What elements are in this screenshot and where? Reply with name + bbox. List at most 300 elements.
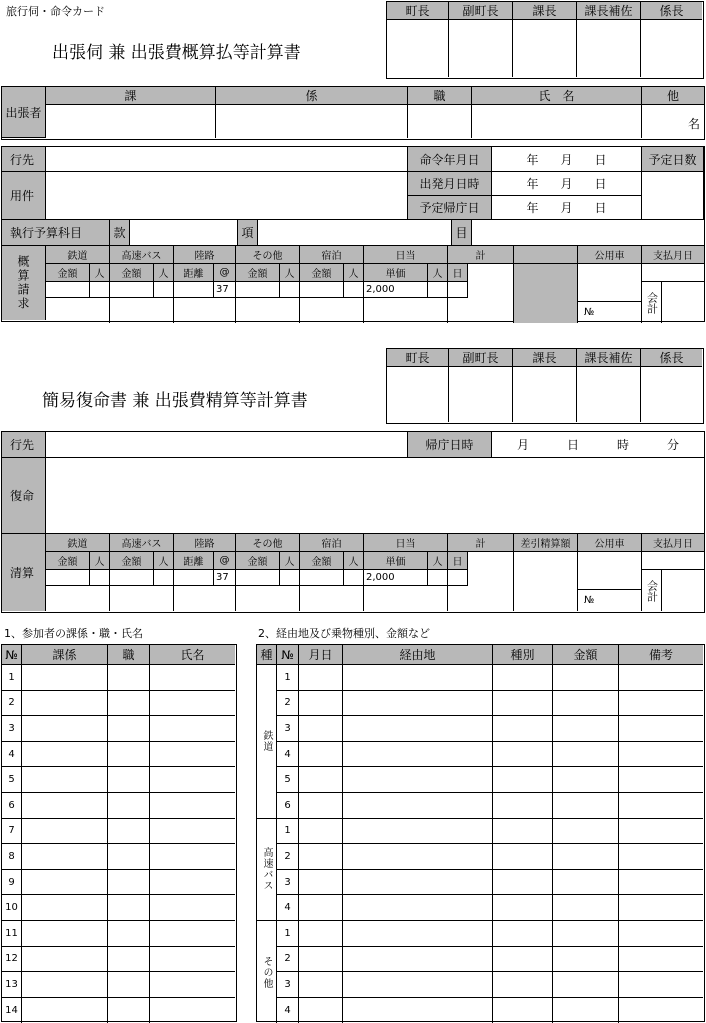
participant-cell[interactable] bbox=[22, 742, 108, 768]
grid-sub-9: 人 bbox=[344, 264, 364, 282]
participant-col-3: 氏名 bbox=[150, 645, 235, 665]
depart-label: 出発月日時 bbox=[408, 172, 492, 196]
route-cell[interactable] bbox=[343, 665, 493, 691]
participant-cell: 6 bbox=[2, 793, 22, 819]
participant-cell: 2 bbox=[2, 691, 22, 717]
approval-stamp-4[interactable] bbox=[641, 20, 702, 77]
route-cell[interactable] bbox=[343, 844, 493, 870]
moku-field[interactable] bbox=[472, 220, 704, 246]
route-cell[interactable] bbox=[343, 998, 493, 1023]
route-cell[interactable] bbox=[343, 767, 493, 793]
grid-total-1[interactable] bbox=[110, 298, 174, 323]
grid-sub-1: 人 bbox=[90, 552, 110, 570]
route-cell[interactable] bbox=[299, 742, 343, 768]
grid-cell-10[interactable]: 2,000 bbox=[364, 282, 428, 298]
participant-cell[interactable] bbox=[108, 793, 150, 819]
participant-cell[interactable] bbox=[108, 716, 150, 742]
return-time-label: 帰庁日時 bbox=[408, 432, 492, 458]
traveler-table bbox=[1, 86, 705, 140]
grid-total-5[interactable] bbox=[364, 586, 448, 611]
participant-cell[interactable] bbox=[22, 844, 108, 870]
grid-head-2: 陸路 bbox=[174, 534, 236, 552]
traveler-col-1: 係 bbox=[216, 87, 408, 105]
estimate-label: 概算請求 bbox=[2, 246, 46, 320]
days-field[interactable] bbox=[642, 172, 704, 220]
grid-total-0[interactable] bbox=[46, 586, 110, 611]
participant-cell: 5 bbox=[2, 767, 22, 793]
route-cell: 4 bbox=[277, 742, 299, 768]
route-cell[interactable] bbox=[299, 819, 343, 845]
participant-cell: 12 bbox=[2, 947, 22, 973]
grid-head-4: 宿泊 bbox=[300, 246, 364, 264]
participant-col-2: 職 bbox=[108, 645, 150, 665]
traveler-field-3[interactable] bbox=[472, 105, 642, 138]
approval-stamp-1[interactable] bbox=[449, 367, 513, 422]
route-cell[interactable] bbox=[493, 895, 553, 921]
route-cell[interactable] bbox=[493, 921, 553, 947]
grid-head-9: 支払月日 bbox=[642, 246, 704, 264]
approval-head-2: 課長 bbox=[513, 349, 577, 367]
route-cell[interactable] bbox=[299, 870, 343, 896]
route-cell: 6 bbox=[277, 793, 299, 819]
route-cell[interactable] bbox=[299, 844, 343, 870]
grid-cell-8[interactable] bbox=[300, 282, 344, 298]
route-cell[interactable] bbox=[619, 691, 703, 717]
approval-stamp-0[interactable] bbox=[387, 367, 449, 422]
approval-head-0: 町長 bbox=[387, 349, 449, 367]
route-cell[interactable] bbox=[299, 998, 343, 1023]
grid-diff[interactable] bbox=[514, 264, 578, 323]
participant-cell[interactable] bbox=[150, 793, 235, 819]
route-cell[interactable] bbox=[343, 972, 493, 998]
grid-sub-8: 金額 bbox=[300, 264, 344, 282]
participant-cell[interactable] bbox=[108, 947, 150, 973]
grid-cell-5[interactable]: 37 bbox=[214, 282, 236, 298]
grid-sum[interactable] bbox=[448, 264, 514, 323]
grid-head-6: 計 bbox=[448, 246, 514, 264]
participant-cell[interactable] bbox=[150, 870, 235, 896]
route-cell[interactable] bbox=[553, 972, 619, 998]
grid-sub-10: 単価 bbox=[364, 552, 428, 570]
grid-head-6: 計 bbox=[448, 534, 514, 552]
route-cell[interactable] bbox=[619, 793, 703, 819]
participant-cell: 13 bbox=[2, 972, 22, 998]
route-cell: 1 bbox=[277, 665, 299, 691]
route-cell[interactable] bbox=[299, 716, 343, 742]
grid-head-4: 宿泊 bbox=[300, 534, 364, 552]
moku-label: 目 bbox=[452, 220, 472, 246]
route-cell[interactable] bbox=[299, 972, 343, 998]
card-label: 旅行伺・命令カード bbox=[6, 5, 105, 18]
participant-cell[interactable] bbox=[150, 972, 235, 998]
grid-cell-6[interactable] bbox=[236, 570, 280, 586]
grid-head-8: 公用車 bbox=[578, 534, 642, 552]
grid-cell-0[interactable] bbox=[46, 282, 90, 298]
approval-head-4: 係長 bbox=[641, 349, 702, 367]
approval-head-0: 町長 bbox=[387, 2, 449, 20]
grid-total-1[interactable] bbox=[110, 586, 174, 611]
route-cell: 4 bbox=[277, 998, 299, 1023]
participant-cell[interactable] bbox=[108, 742, 150, 768]
participant-cell[interactable] bbox=[22, 972, 108, 998]
grid-head-9: 支払月日 bbox=[642, 534, 704, 552]
grid-diff[interactable] bbox=[514, 552, 578, 611]
return-time-field[interactable]: 月 日 時 分 bbox=[492, 432, 704, 458]
route-cell[interactable] bbox=[493, 716, 553, 742]
participant-cell[interactable] bbox=[150, 665, 235, 691]
grid-sub-9: 人 bbox=[344, 552, 364, 570]
route-cell[interactable] bbox=[493, 691, 553, 717]
approval-head-1: 副町長 bbox=[449, 2, 513, 20]
grid-car[interactable] bbox=[578, 552, 642, 590]
grid-head-0: 鉄道 bbox=[46, 534, 110, 552]
budget-label: 執行予算科目 bbox=[2, 220, 110, 246]
grid-cell-11[interactable] bbox=[428, 570, 448, 586]
grid-total-0[interactable] bbox=[46, 298, 110, 323]
approval-head-2: 課長 bbox=[513, 2, 577, 20]
participant-cell[interactable] bbox=[108, 895, 150, 921]
grid-total-5[interactable] bbox=[364, 298, 448, 323]
participant-cell[interactable] bbox=[22, 767, 108, 793]
approval-stamp-3[interactable] bbox=[577, 367, 641, 422]
grid-car[interactable] bbox=[578, 264, 642, 302]
route-cell[interactable] bbox=[343, 793, 493, 819]
participant-cell[interactable] bbox=[150, 691, 235, 717]
route-col-2: 月日 bbox=[299, 645, 343, 665]
approval-stamp-4[interactable] bbox=[641, 367, 702, 422]
grid-sub-12: 日 bbox=[448, 264, 468, 282]
participant-cell[interactable] bbox=[150, 844, 235, 870]
grid-head-7: 差引精算額 bbox=[514, 534, 578, 552]
traveler-col-4: 他 bbox=[642, 87, 704, 105]
traveler-label: 出張者 bbox=[2, 87, 46, 138]
participant-cell[interactable] bbox=[22, 819, 108, 845]
participant-cell: 4 bbox=[2, 742, 22, 768]
grid-paydate[interactable] bbox=[642, 264, 704, 282]
route-cell: 5 bbox=[277, 767, 299, 793]
traveler-field-2[interactable] bbox=[408, 105, 472, 138]
route-cell[interactable] bbox=[343, 819, 493, 845]
grid-sub-11: 人 bbox=[428, 264, 448, 282]
route-cell[interactable] bbox=[553, 870, 619, 896]
participant-cell[interactable] bbox=[108, 819, 150, 845]
route-cell[interactable] bbox=[619, 895, 703, 921]
participant-cell: 7 bbox=[2, 819, 22, 845]
traveler-col-0: 課 bbox=[46, 87, 216, 105]
participant-cell: 14 bbox=[2, 998, 22, 1023]
grid-cell-7[interactable] bbox=[280, 282, 300, 298]
participant-cell[interactable] bbox=[108, 972, 150, 998]
route-cell[interactable] bbox=[619, 819, 703, 845]
route-cell[interactable] bbox=[553, 742, 619, 768]
route-cell[interactable] bbox=[299, 793, 343, 819]
grid-head-8: 公用車 bbox=[578, 246, 642, 264]
grid-cell-1[interactable] bbox=[90, 282, 110, 298]
route-cell: 2 bbox=[277, 947, 299, 973]
report-label: 復命 bbox=[2, 458, 46, 534]
grid-sub-5: @ bbox=[214, 264, 236, 282]
participant-cell[interactable] bbox=[150, 895, 235, 921]
participant-cell[interactable] bbox=[22, 870, 108, 896]
route-cell[interactable] bbox=[553, 665, 619, 691]
approval-head-4: 係長 bbox=[641, 2, 702, 20]
participant-col-1: 課係 bbox=[22, 645, 108, 665]
kan-label: 款 bbox=[110, 220, 130, 246]
grid-sub-1: 人 bbox=[90, 264, 110, 282]
participant-cell[interactable] bbox=[108, 921, 150, 947]
route-cell[interactable] bbox=[553, 716, 619, 742]
traveler-field-4[interactable]: 名 bbox=[687, 117, 700, 131]
route-cell[interactable] bbox=[343, 895, 493, 921]
route-cell[interactable] bbox=[343, 921, 493, 947]
purpose-label: 用件 bbox=[2, 172, 46, 220]
grid-total-3[interactable] bbox=[236, 586, 300, 611]
route-col-5: 金額 bbox=[553, 645, 619, 665]
route-cell[interactable] bbox=[619, 767, 703, 793]
grid-cell-0[interactable] bbox=[46, 570, 90, 586]
participant-cell[interactable] bbox=[150, 742, 235, 768]
grid-cell-8[interactable] bbox=[300, 570, 344, 586]
participant-cell: 9 bbox=[2, 870, 22, 896]
route-cell: 3 bbox=[277, 716, 299, 742]
grid-total-4[interactable] bbox=[300, 586, 364, 611]
route-group-1: 高速バス bbox=[257, 819, 277, 921]
grid-head-0: 鉄道 bbox=[46, 246, 110, 264]
route-cell[interactable] bbox=[493, 665, 553, 691]
grid-cell-4[interactable] bbox=[174, 570, 214, 586]
route-cell[interactable] bbox=[493, 972, 553, 998]
route-cell[interactable] bbox=[493, 793, 553, 819]
grid-sub-3: 人 bbox=[154, 552, 174, 570]
participant-cell[interactable] bbox=[22, 921, 108, 947]
grid-cell-5[interactable]: 37 bbox=[214, 570, 236, 586]
route-cell[interactable] bbox=[343, 691, 493, 717]
grid-sub-0: 金額 bbox=[46, 552, 90, 570]
route-cell[interactable] bbox=[553, 819, 619, 845]
grid-kaikei: 会計 bbox=[642, 282, 662, 323]
order-date-field[interactable]: 年 月 日 bbox=[492, 147, 642, 172]
route-cell[interactable] bbox=[299, 665, 343, 691]
grid-sum[interactable] bbox=[448, 552, 514, 611]
report-field[interactable] bbox=[46, 458, 704, 534]
approval-stamp-2[interactable] bbox=[513, 20, 577, 77]
participant-cell[interactable] bbox=[108, 665, 150, 691]
participant-cell[interactable] bbox=[22, 998, 108, 1023]
grid-paydate[interactable] bbox=[642, 552, 704, 570]
route-group-2: その他 bbox=[257, 921, 277, 1023]
participant-cell[interactable] bbox=[150, 767, 235, 793]
traveler-field-0[interactable] bbox=[46, 105, 216, 138]
route-cell: 2 bbox=[277, 691, 299, 717]
grid-cell-4[interactable] bbox=[174, 282, 214, 298]
grid-head-3: その他 bbox=[236, 534, 300, 552]
grid-sub-11: 人 bbox=[428, 552, 448, 570]
traveler-col-2: 職 bbox=[408, 87, 472, 105]
route-col-3: 経由地 bbox=[343, 645, 493, 665]
grid-head-1: 高速バス bbox=[110, 534, 174, 552]
route-cell[interactable] bbox=[553, 767, 619, 793]
grid-total-2[interactable] bbox=[174, 586, 236, 611]
grid-sub-2: 金額 bbox=[110, 264, 154, 282]
approval-head-3: 課長補佐 bbox=[577, 349, 641, 367]
destination-field[interactable] bbox=[46, 147, 408, 172]
route-col-1: № bbox=[277, 645, 299, 665]
grid-sub-4: 距離 bbox=[174, 552, 214, 570]
participants-title: 1、参加者の課係・職・氏名 bbox=[4, 627, 143, 640]
route-cell[interactable] bbox=[493, 767, 553, 793]
participant-cell[interactable] bbox=[108, 870, 150, 896]
order-date-label: 命令年月日 bbox=[408, 147, 492, 172]
route-cell[interactable] bbox=[493, 844, 553, 870]
grid-sub-6: 金額 bbox=[236, 264, 280, 282]
return-label: 予定帰庁日 bbox=[408, 196, 492, 220]
grid-kaikei: 会計 bbox=[642, 570, 662, 611]
route-cell[interactable] bbox=[343, 870, 493, 896]
grid-cell-11[interactable] bbox=[428, 282, 448, 298]
route-cell[interactable] bbox=[553, 895, 619, 921]
route-cell[interactable] bbox=[553, 947, 619, 973]
return-field[interactable]: 年 月 日 bbox=[492, 196, 642, 220]
purpose-field[interactable] bbox=[46, 172, 408, 220]
participant-col-0: № bbox=[2, 645, 22, 665]
route-cell[interactable] bbox=[299, 895, 343, 921]
route-cell[interactable] bbox=[553, 998, 619, 1023]
grid-sub-4: 距離 bbox=[174, 264, 214, 282]
participant-cell[interactable] bbox=[150, 998, 235, 1023]
route-cell: 1 bbox=[277, 921, 299, 947]
grid-no[interactable]: № bbox=[578, 302, 642, 323]
route-cell[interactable] bbox=[343, 742, 493, 768]
estimate-section bbox=[1, 146, 705, 322]
routes-title: 2、経由地及び乗物種別、金額など bbox=[258, 627, 430, 640]
route-cell[interactable] bbox=[619, 742, 703, 768]
report-destination-field[interactable] bbox=[46, 432, 408, 458]
route-cell[interactable] bbox=[493, 870, 553, 896]
participant-cell[interactable] bbox=[108, 767, 150, 793]
participant-cell[interactable] bbox=[150, 716, 235, 742]
participant-cell: 11 bbox=[2, 921, 22, 947]
grid-total-3[interactable] bbox=[236, 298, 300, 323]
grid-kaikei-field[interactable] bbox=[662, 282, 704, 323]
route-cell[interactable] bbox=[553, 793, 619, 819]
route-cell: 4 bbox=[277, 895, 299, 921]
grid-sub-6: 金額 bbox=[236, 552, 280, 570]
participant-cell: 3 bbox=[2, 716, 22, 742]
grid-sub-7: 人 bbox=[280, 264, 300, 282]
participant-cell[interactable] bbox=[108, 844, 150, 870]
route-cell: 3 bbox=[277, 972, 299, 998]
destination-label: 行先 bbox=[2, 147, 46, 172]
grid-cell-9[interactable] bbox=[344, 570, 364, 586]
route-cell[interactable] bbox=[493, 742, 553, 768]
grid-cell-9[interactable] bbox=[344, 282, 364, 298]
grid-total-4[interactable] bbox=[300, 298, 364, 323]
route-cell[interactable] bbox=[619, 972, 703, 998]
grid-cell-1[interactable] bbox=[90, 570, 110, 586]
route-cell[interactable] bbox=[553, 691, 619, 717]
approval-stamp-2[interactable] bbox=[513, 367, 577, 422]
participant-cell[interactable] bbox=[22, 665, 108, 691]
grid-sub-12: 日 bbox=[448, 552, 468, 570]
grid-cell-2[interactable] bbox=[110, 282, 154, 298]
participant-cell[interactable] bbox=[150, 819, 235, 845]
participant-cell[interactable] bbox=[22, 793, 108, 819]
approval-stamp-3[interactable] bbox=[577, 20, 641, 77]
route-cell[interactable] bbox=[619, 716, 703, 742]
grid-head-7 bbox=[514, 246, 578, 264]
grid-sub-5: @ bbox=[214, 552, 236, 570]
traveler-field-1[interactable] bbox=[216, 105, 408, 138]
form-title-report: 簡易復命書 兼 出張費精算等計算書 bbox=[42, 391, 308, 411]
route-cell[interactable] bbox=[619, 998, 703, 1023]
route-cell[interactable] bbox=[493, 819, 553, 845]
grid-head-2: 陸路 bbox=[174, 246, 236, 264]
approval-head-3: 課長補佐 bbox=[577, 2, 641, 20]
form-title-estimate: 出張伺 兼 出張費概算払等計算書 bbox=[52, 43, 301, 63]
route-col-0: 種 bbox=[257, 645, 277, 665]
grid-cell-2[interactable] bbox=[110, 570, 154, 586]
route-cell[interactable] bbox=[619, 870, 703, 896]
route-cell[interactable] bbox=[619, 921, 703, 947]
participant-cell[interactable] bbox=[22, 947, 108, 973]
route-cell[interactable] bbox=[343, 716, 493, 742]
participant-cell[interactable] bbox=[22, 895, 108, 921]
route-cell[interactable] bbox=[493, 998, 553, 1023]
approval-box-1 bbox=[386, 1, 704, 79]
participant-cell[interactable] bbox=[22, 716, 108, 742]
route-cell[interactable] bbox=[299, 691, 343, 717]
route-cell[interactable] bbox=[619, 947, 703, 973]
route-cell[interactable] bbox=[343, 947, 493, 973]
route-cell: 1 bbox=[277, 819, 299, 845]
depart-field[interactable]: 年 月 日 bbox=[492, 172, 642, 196]
grid-cell-6[interactable] bbox=[236, 282, 280, 298]
participant-cell[interactable] bbox=[22, 691, 108, 717]
days-label: 予定日数 bbox=[642, 147, 704, 172]
route-cell[interactable] bbox=[619, 844, 703, 870]
route-cell[interactable] bbox=[493, 947, 553, 973]
route-cell[interactable] bbox=[299, 947, 343, 973]
routes-table bbox=[256, 644, 705, 1022]
participant-cell: 10 bbox=[2, 895, 22, 921]
route-cell[interactable] bbox=[553, 844, 619, 870]
grid-no[interactable]: № bbox=[578, 590, 642, 611]
route-cell[interactable] bbox=[553, 921, 619, 947]
grid-head-5: 日当 bbox=[364, 246, 448, 264]
grid-cell-3[interactable] bbox=[154, 282, 174, 298]
grid-cell-7[interactable] bbox=[280, 570, 300, 586]
route-cell[interactable] bbox=[619, 665, 703, 691]
participant-cell[interactable] bbox=[150, 947, 235, 973]
participant-cell[interactable] bbox=[150, 921, 235, 947]
route-cell: 2 bbox=[277, 844, 299, 870]
approval-stamp-0[interactable] bbox=[387, 20, 449, 77]
participant-cell[interactable] bbox=[108, 998, 150, 1023]
grid-total-2[interactable] bbox=[174, 298, 236, 323]
participant-cell[interactable] bbox=[108, 691, 150, 717]
kan-field[interactable] bbox=[130, 220, 238, 246]
route-cell[interactable] bbox=[299, 767, 343, 793]
grid-head-1: 高速バス bbox=[110, 246, 174, 264]
kou-field[interactable] bbox=[258, 220, 452, 246]
grid-cell-3[interactable] bbox=[154, 570, 174, 586]
route-cell: 3 bbox=[277, 870, 299, 896]
kou-label: 項 bbox=[238, 220, 258, 246]
grid-kaikei-field[interactable] bbox=[662, 570, 704, 611]
grid-cell-10[interactable]: 2,000 bbox=[364, 570, 428, 586]
approval-stamp-1[interactable] bbox=[449, 20, 513, 77]
route-cell[interactable] bbox=[299, 921, 343, 947]
